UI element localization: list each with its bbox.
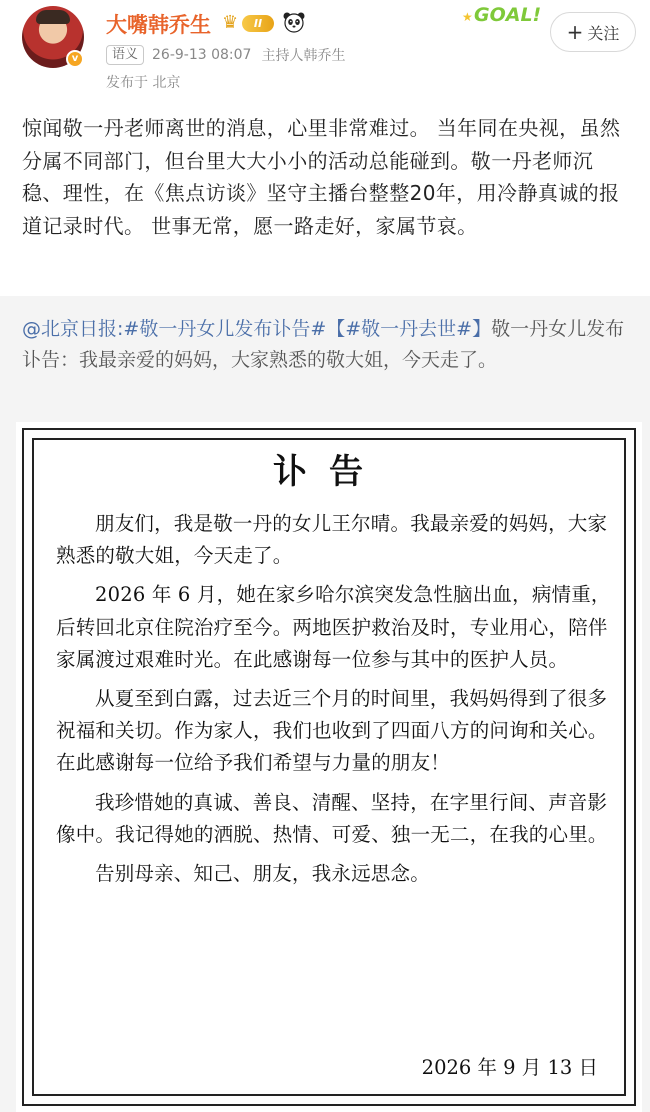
mention-link[interactable]: @北京日报: [22, 318, 118, 340]
post-timestamp: 26-9-13 08:07: [152, 47, 252, 63]
post-content: 惊闻敬一丹老师离世的消息，心里非常难过。 当年同在央视，虽然分属不同部门，但台里大大小小的活动总能碰到。敬一丹老师沉稳、理性，在《焦点访谈》坚守主播台整整20年，用冷静真诚的报道记录时代。 世事无常，愿一路走好，家属节哀。: [22, 116, 621, 238]
star-icon: ★: [462, 10, 473, 24]
panda-icon: [282, 10, 306, 34]
obituary-frame: [32, 438, 626, 1096]
repost-card[interactable]: [0, 296, 650, 1112]
topic-link[interactable]: #敬一丹女儿发布讣告#: [123, 318, 327, 340]
post-source: 主持人韩乔生: [261, 48, 346, 64]
verified-badge-icon: v: [66, 50, 84, 68]
obituary-paragraph: 2026 年 6 月，她在家乡哈尔滨突发急性脑出血，病情重，后转回北京住院治疗至今。两地医护救治及时，专业用心，陪伴家属渡过艰难时光。在此感谢每一位参与其中的医护人员。: [56, 583, 611, 671]
obituary-paragraph: 告别母亲、知己、朋友，我永远思念。: [95, 862, 430, 886]
goal-text: GOAL!: [474, 4, 542, 26]
obituary-body: [56, 508, 612, 897]
obituary-title: 讣告: [273, 452, 385, 492]
topic-link-bracket[interactable]: 【#敬一丹去世#】: [326, 318, 492, 340]
obituary-date: 2026 年 9 月 13 日: [421, 1056, 598, 1079]
repost-text: [22, 314, 634, 376]
post-meta: [106, 44, 345, 66]
level-label: II: [242, 15, 274, 32]
plus-icon: +: [566, 20, 584, 44]
repost-body: 敬一丹女儿发布讣告：我最亲爱的妈妈，大家熟悉的敬大姐，今天走了。: [22, 318, 625, 371]
obituary-paragraph: 我珍惜她的真诚、善良、清醒、坚持，在字里行间、声音影像中。我记得她的洒脱、热情、可爱、独一无二，在我的心里。: [56, 790, 608, 846]
post-location: 发布于 北京: [106, 75, 181, 91]
mention-separator: :: [117, 318, 124, 340]
language-tag[interactable]: 语义: [106, 45, 144, 65]
obituary-paragraph: 朋友们，我是敬一丹的女儿王尔晴。我最亲爱的妈妈，大家熟悉的敬大姐，今天走了。: [56, 512, 608, 568]
obituary-paragraph: 从夏至到白露，过去近三个月的时间里，我妈妈得到了很多祝福和关切。作为家人，我们也收到了四面八方的问询和关心。在此感谢每一位给予我们希望与力量的朋友！: [56, 687, 608, 775]
crown-icon: ♛: [222, 12, 239, 33]
follow-label: 关注: [587, 24, 620, 43]
obituary-image[interactable]: [22, 428, 636, 1106]
follow-button[interactable]: [550, 12, 636, 52]
post-header: [0, 0, 650, 100]
level-badge[interactable]: [222, 12, 276, 34]
username[interactable]: 大嘴韩乔生: [106, 13, 211, 37]
